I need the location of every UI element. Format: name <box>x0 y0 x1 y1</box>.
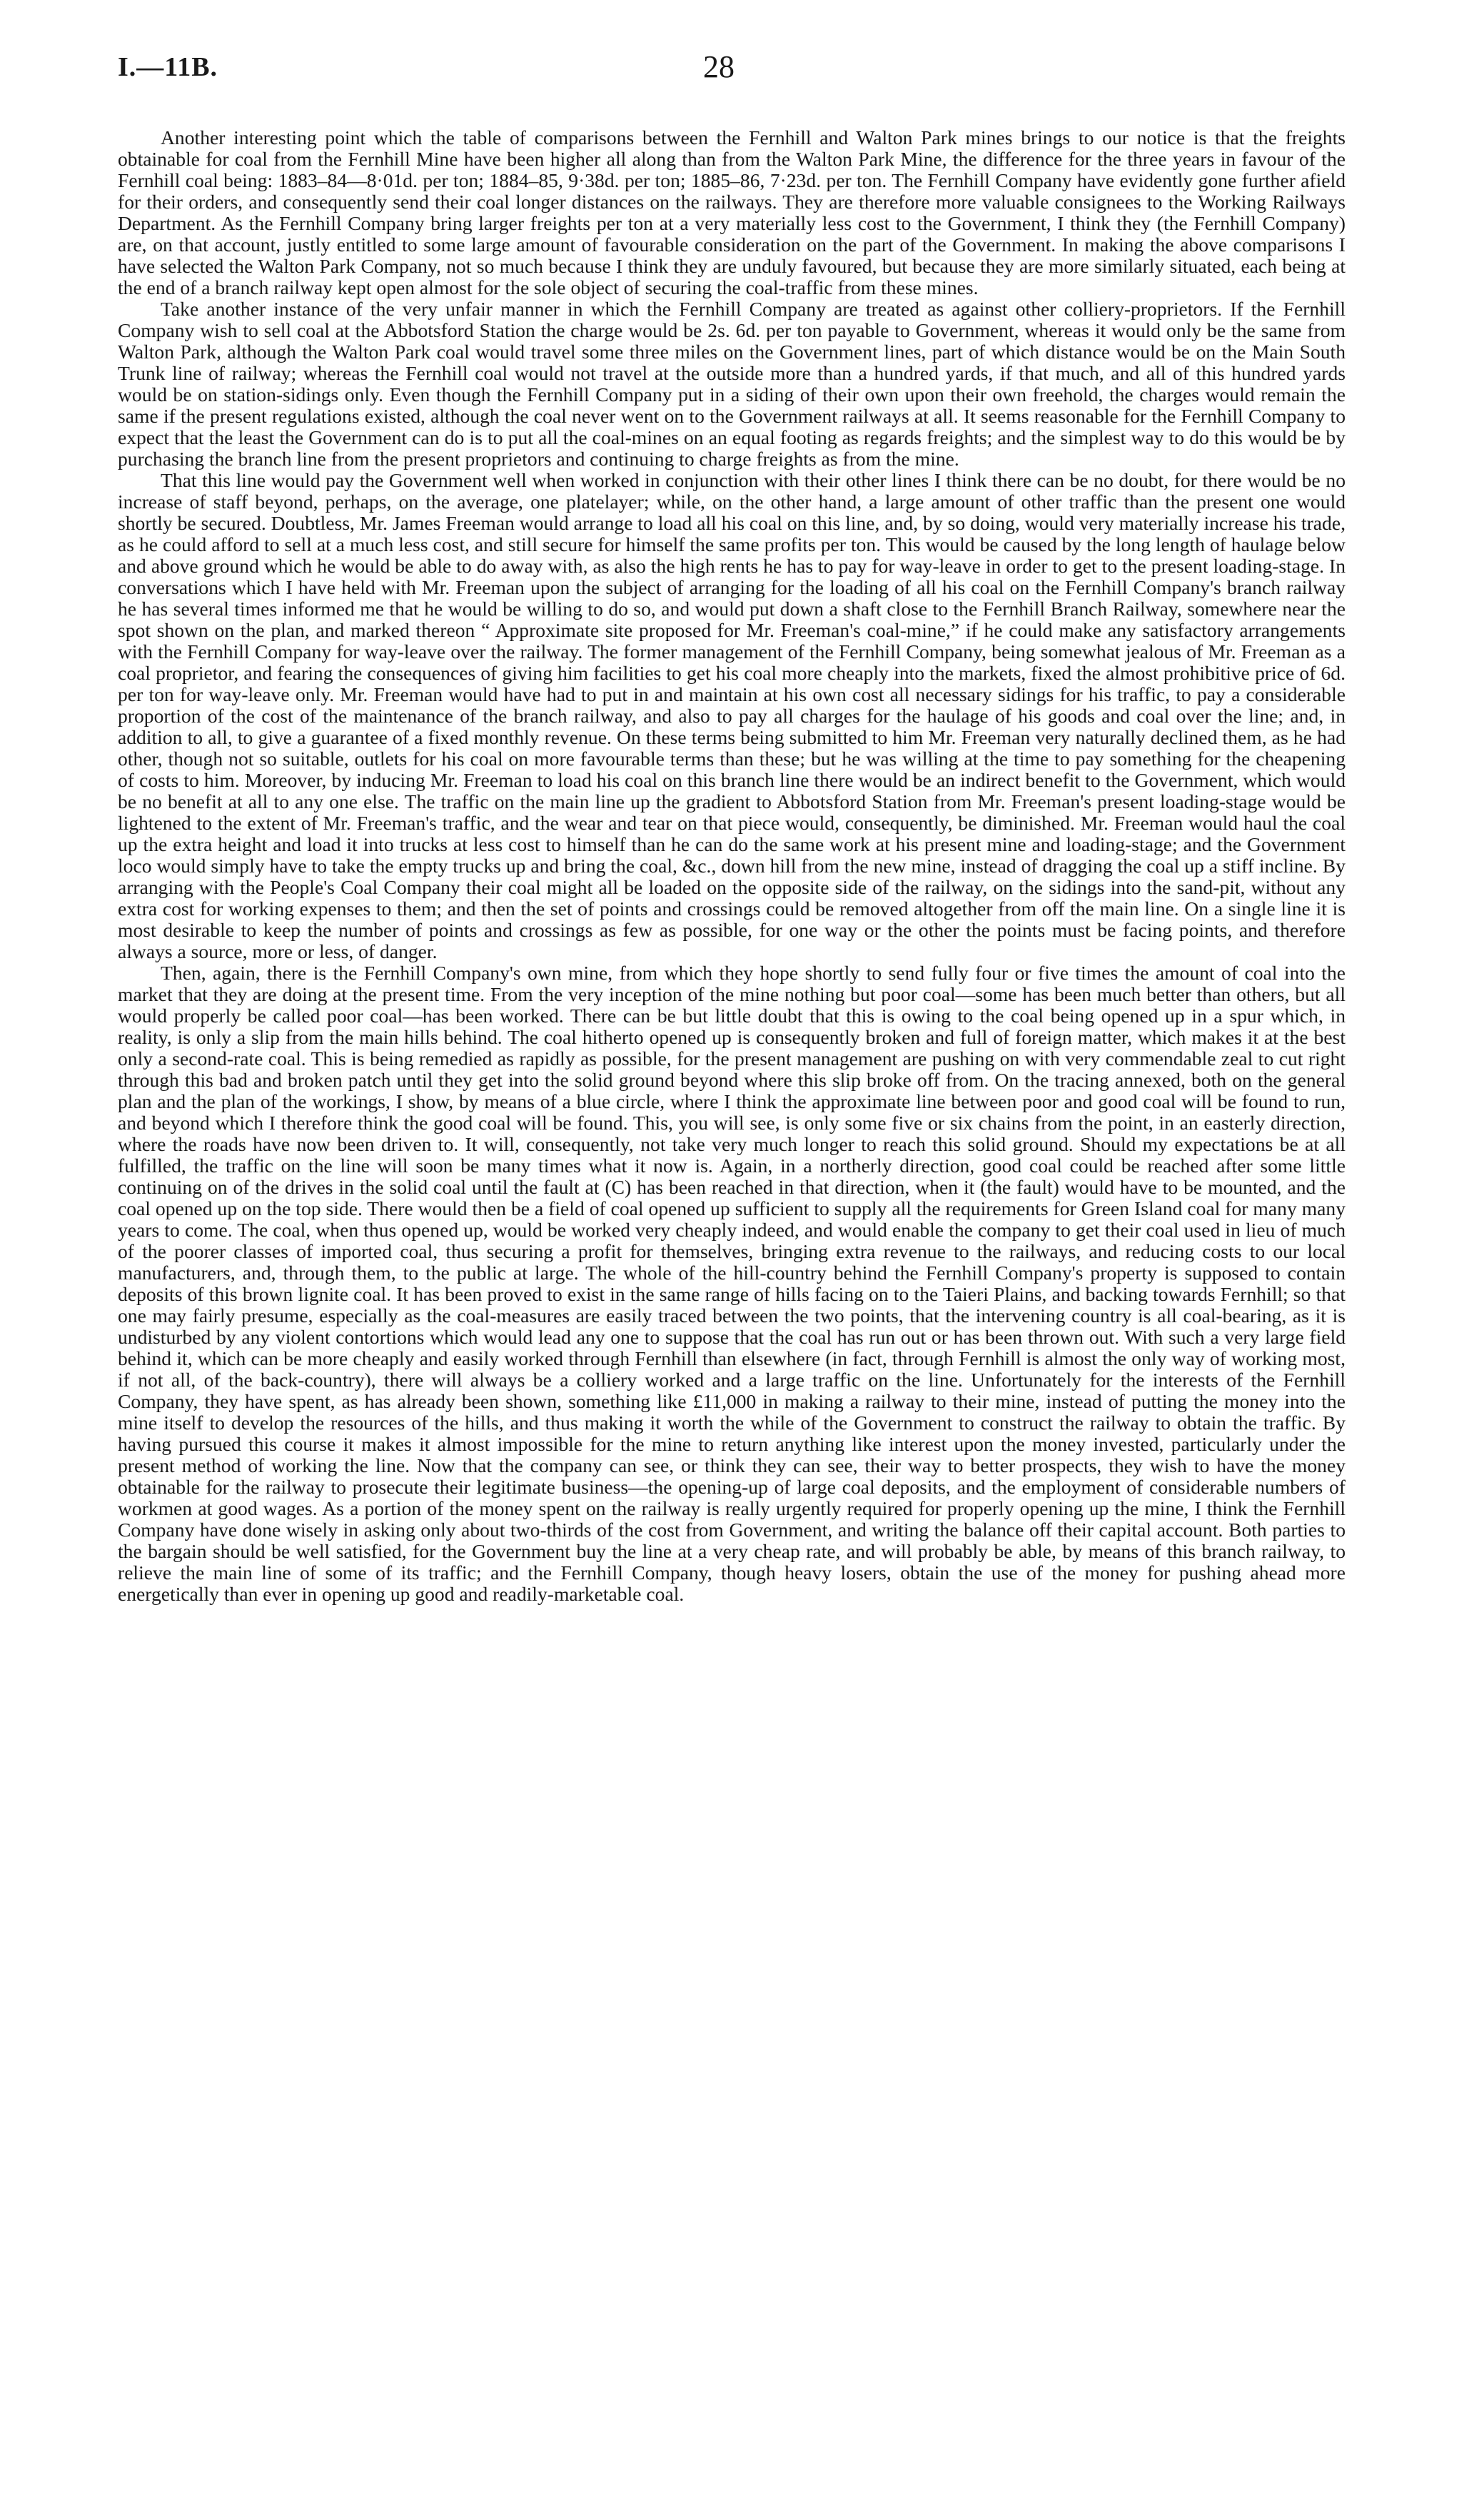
paragraph-line-would-pay: That this line would pay the Government well when worked in conjunction with their other lines I think there can be no doubt, for there would be no increase of staff beyond, perhaps, on the average, one platelayer; while, on the other hand, a large amount of other traffic than the present one would shortly be secured. Doubtless, Mr. James Freeman would arrange to load all his coal on this line, and, by so doing, would very materially increase his trade, as he could afford to sell at a much less cost, and still secure for himself the same profits per ton. This would be caused by the long length of haulage below and above ground which he would be able to do away with, as also the high rents he has to pay for way-leave in order to get to the present loading-stage. In conversations which I have held with Mr. Freeman upon the subject of arranging for the loading of all his coal on the Fernhill Company's branch railway he has several times informed me that he would be willing to do so, and would put down a shaft close to the Fernhill Branch Railway, somewhere near the spot shown on the plan, and marked thereon “ Approximate site proposed for Mr. Freeman's coal-mine,” if he could make any satisfactory arrangements with the Fernhill Company for way-leave over the railway. The former management of the Fernhill Company, being somewhat jealous of Mr. Freeman as a coal proprietor, and fearing the consequences of giving him facilities to get his coal more cheaply into the markets, fixed the almost prohibitive price of 6d. per ton for way-leave only. Mr. Freeman would have had to put in and maintain at his own cost all necessary sidings for his traffic, to pay a considerable proportion of the cost of the maintenance of the branch railway, and also to pay all charges for the haulage of his goods and coal over the line; and, in addition to all, to give a guarantee of a fixed monthly revenue. On these terms being submitted to him Mr. Freeman very naturally declined them, as he had other, though not so suitable, outlets for his coal on more favourable terms than these; but he was willing at the time to pay something for the cheapening of costs to him. Moreover, by inducing Mr. Freeman to load his coal on this branch line there would be an indirect benefit to the Government, which would be no benefit at all to any one else. The traffic on the main line up the gradient to Abbotsford Station from Mr. Freeman's present loading-stage would be lightened to the extent of Mr. Freeman's traffic, and the wear and tear on that piece would, consequently, be diminished. Mr. Freeman would haul the coal up the extra height and load it into trucks at less cost to himself than he can do the same work at his present mine and loading-stage; and the Government loco would simply have to take the empty trucks up and bring the coal, &c., down hill from the new mine, instead of dragging the coal up a stiff incline. By arranging with the People's Coal Company their coal might all be loaded on the opposite side of the railway, on the sidings into the sand-pit, without any extra cost for working expenses to them; and then the set of points and crossings could be removed altogether from off the main line. On a single line it is most desirable to keep the number of points and crossings as few as possible, for one way or the other the points must be facing points, and therefore always a source, more or less, of danger. <box>118 469 1346 962</box>
paragraph-unfair-treatment: Take another instance of the very unfair manner in which the Fernhill Company are treated as against other colliery-proprietors. If the Fernhill Company wish to sell coal at the Abbotsford Station the charge would be 2s. 6d. per ton payable to Government, whereas it would only be the same from Walton Park, although the Walton Park coal would travel some three miles on the Government lines, part of which distance would be on the Main South Trunk line of railway; whereas the Fernhill coal would not travel at the outside more than a hundred yards, if that much, and all of this hundred yards would be on station-sidings only. Even though the Fernhill Company put in a siding of their own upon their own freehold, the charges would remain the same if the present regulations existed, although the coal never went on to the Government railways at all. It seems reasonable for the Fernhill Company to expect that the least the Government can do is to put all the coal-mines on an equal footing as regards freights; and the simplest way to do this would be by purchasing the branch line from the present proprietors and continuing to charge freights as from the mine. <box>118 298 1346 470</box>
page-header <box>118 44 1346 94</box>
paragraph-fernhill-own-mine: Then, again, there is the Fernhill Company's own mine, from which they hope shortly to send fully four or five times the amount of coal into the market that they are doing at the present time. From the very inception of the mine nothing but poor coal—some has been much better than others, but all would properly be called poor coal—has been worked. There can be but little doubt that this is owing to the coal being opened up in a spur which, in reality, is only a slip from the main hills behind. The coal hitherto opened up is consequently broken and full of foreign matter, which makes it at the best only a second-rate coal. This is being remedied as rapidly as possible, for the present management are pushing on with very commendable zeal to cut right through this bad and broken patch until they get into the solid ground beyond where this slip broke off from. On the tracing annexed, both on the general plan and the plan of the workings, I show, by means of a blue circle, where I think the approximate line between poor and good coal will be found to run, and beyond which I therefore think the good coal will be found. This, you will see, is only some five or six chains from the point, in an easterly direction, where the roads have now been driven to. It will, consequently, not take very much longer to reach this solid ground. Should my expectations be at all fulfilled, the traffic on the line will soon be many times what it now is. Again, in a northerly direction, good coal could be reached after some little continuing on of the drives in the solid coal until the fault at (C) has been reached in that direction, when it (the fault) would have to be mounted, and the coal opened up on the top side. There would then be a field of coal opened up sufficient to supply all the requirements for Green Island coal for many many years to come. The coal, when thus opened up, would be worked very cheaply indeed, and would enable the company to get their coal used in lieu of much of the poorer classes of imported coal, thus securing a profit for themselves, bringing extra revenue to the railways, and reducing costs to our local manufacturers, and, through them, to the public at large. The whole of the hill-country behind the Fernhill Company's property is supposed to contain deposits of this brown lignite coal. It has been proved to exist in the same range of hills facing on to the Taieri Plains, and backing towards Fernhill; so that one may fairly presume, especially as the coal-measures are easily traced between the two points, that the intervening country is all coal-bearing, as it is undisturbed by any violent contortions which would lead any one to suppose that the coal has run out or has been thrown out. With such a very large field behind it, which can be more cheaply and easily worked through Fernhill than elsewhere (in fact, through Fernhill is almost the only way of working most, if not all, of the back-country), there will always be a colliery worked and a large traffic on the line. Unfortunately for the interests of the Fernhill Company, they have spent, as has already been shown, something like £11,000 in making a railway to their mine, instead of putting the money into the mine itself to develop the resources of the hills, and thus making it worth the while of the Government to construct the railway to obtain the traffic. By having pursued this course it makes it almost impossible for the mine to return anything like interest upon the money invested, particularly under the present method of working the line. Now that the company can see, or think they can see, their way to better prospects, they wish to have the money obtainable for the railway to prosecute their legitimate business—the opening-up of large coal deposits, and the employment of considerable numbers of workmen at good wages. As a portion of the money spent on the railway is really urgently required for properly opening up the mine, I think the Fernhill Company have done wisely in asking only about two-thirds of the cost from Government, and writing the balance off their capital account. Both parties to the bargain should be well satisfied, for the Government buy the line at a very cheap rate, and will probably be able, by means of this branch railway, to relieve the main line of some of its traffic; and the Fernhill Company, though heavy losers, obtain the use of the money for pushing ahead more energetically than ever in opening up good and readily-marketable coal. <box>118 962 1346 1605</box>
page-number: 28 <box>703 49 735 84</box>
document-reference: I.—11B. <box>118 52 218 82</box>
body-text <box>118 127 1346 1605</box>
paragraph-freights-comparison: Another interesting point which the table of comparisons between the Fernhill and Walton Park mines brings to our notice is that the freights obtainable for coal from the Fernhill Mine have been higher all along than from the Walton Park Mine, the difference for the three years in favour of the Fernhill coal being: 1883–84—8·01d. per ton; 1884–85, 9·38d. per ton; 1885–86, 7·23d. per ton. The Fernhill Company have evidently gone further afield for their orders, and consequently send their coal longer distances on the railways. They are therefore more valuable consignees to the Working Railways Department. As the Fernhill Company bring larger freights per ton at a very materially less cost to the Government, I think they (the Fernhill Company) are, on that account, justly entitled to some large amount of favourable consideration on the part of the Government. In making the above comparisons I have selected the Walton Park Company, not so much because I think they are unduly favoured, but because they are more similarly situated, each being at the end of a branch railway kept open almost for the sole object of securing the coal-traffic from these mines. <box>118 126 1346 298</box>
